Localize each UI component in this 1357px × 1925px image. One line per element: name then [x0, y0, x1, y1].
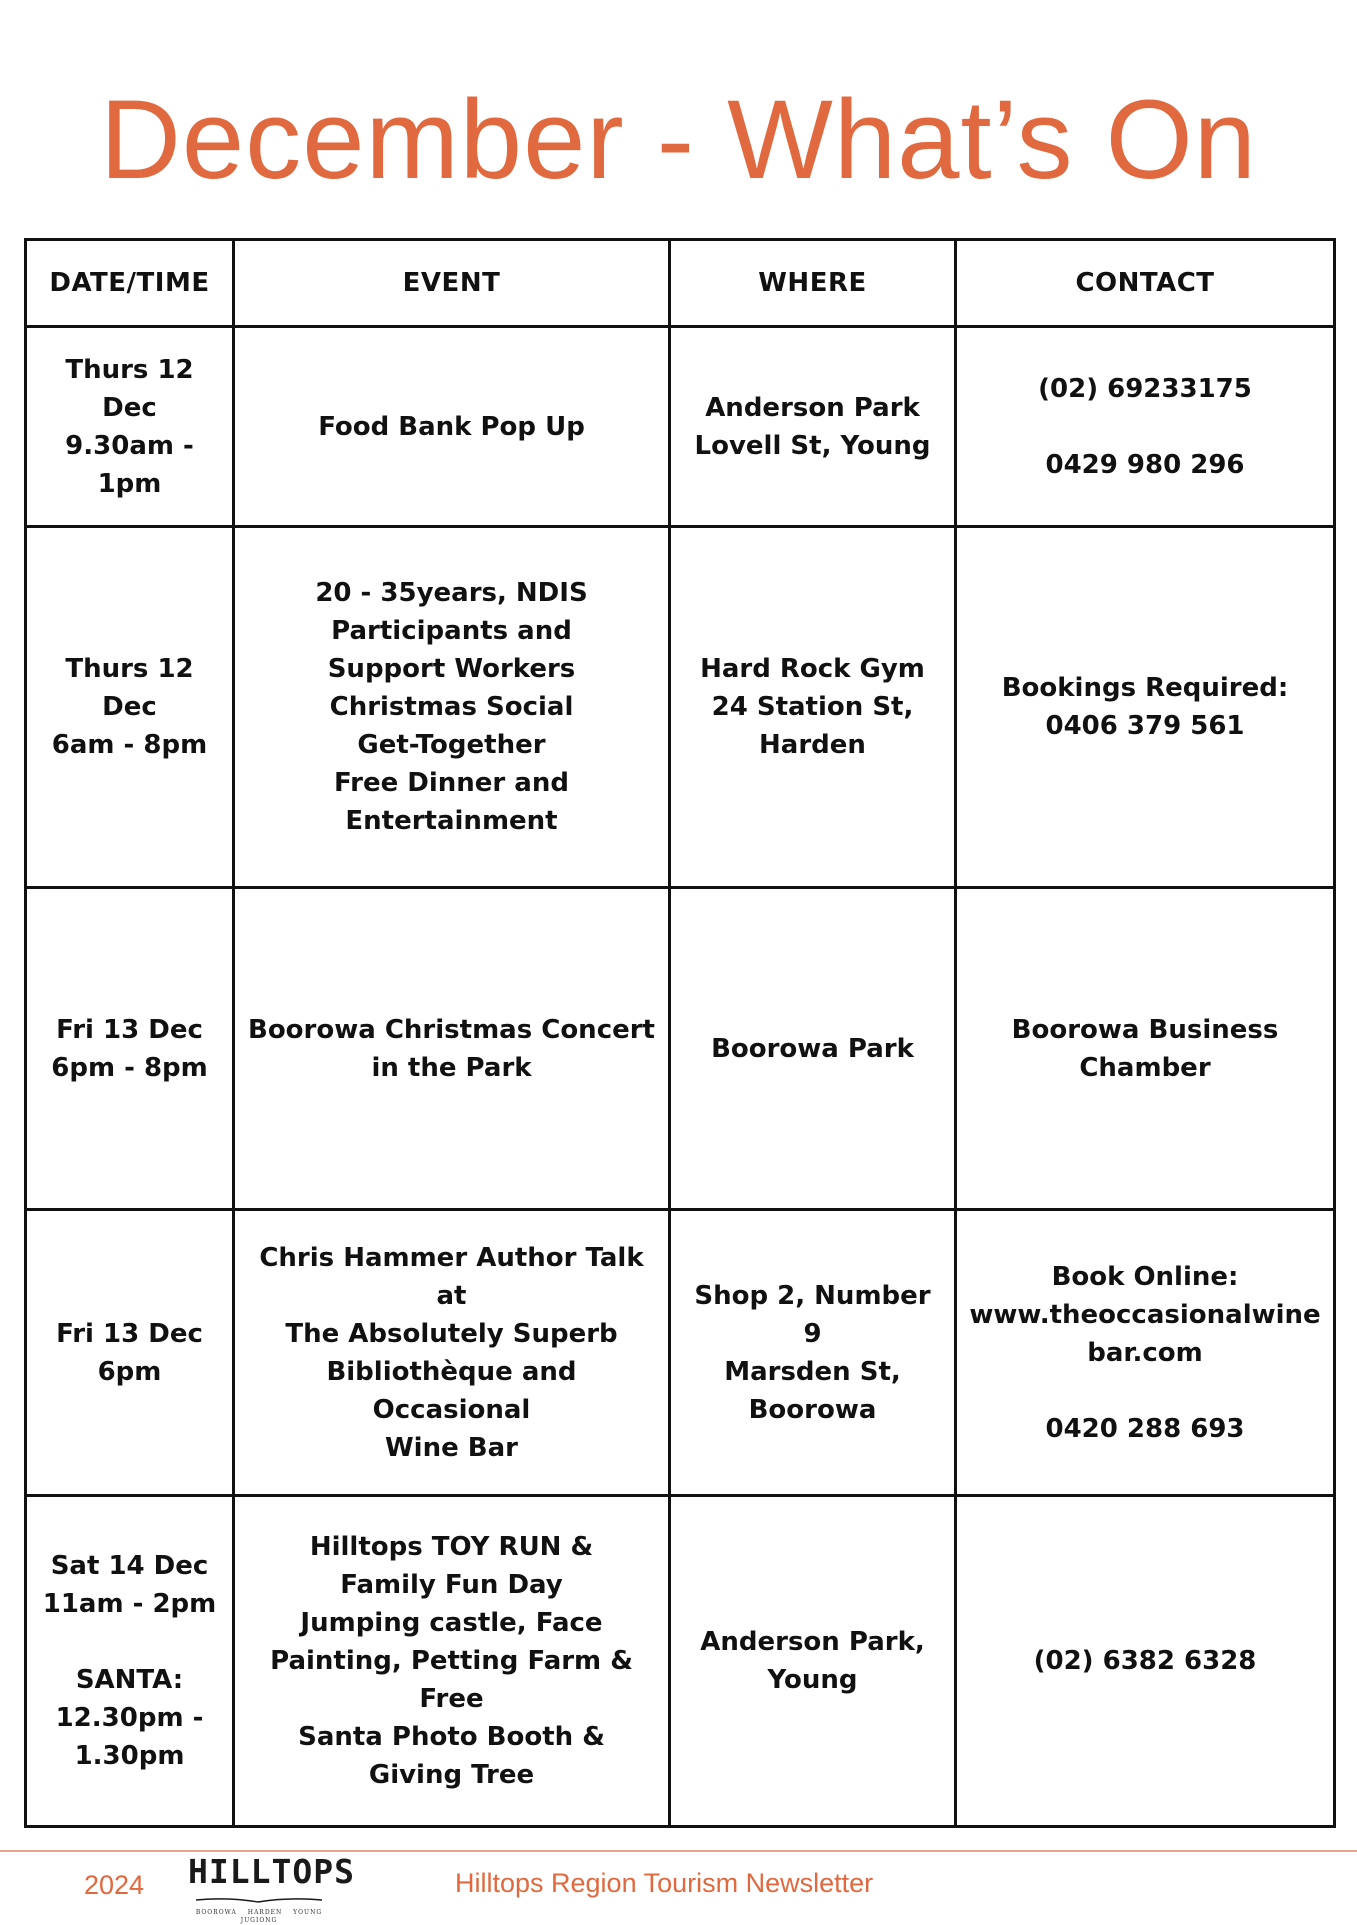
event-cell: 20 - 35years, NDIS Participants and Support Workers Christmas Social Get-Together Free Dinner and Entertainment [234, 527, 670, 888]
page-title: December - What’s On [100, 77, 1257, 202]
contact-cell: (02) 6382 6328 [956, 1496, 1335, 1827]
date-cell: Fri 13 Dec 6pm - 8pm [26, 888, 234, 1210]
hilltops-logo [188, 1852, 355, 1925]
where-cell: Boorowa Park [670, 888, 956, 1210]
brand-towns: BOOROWA HARDEN YOUNG JUGIONG [195, 1909, 323, 1924]
event-cell: Hilltops TOY RUN & Family Fun Day Jumping castle, Face Painting, Petting Farm & Free Santa Photo Booth & Giving Tree [234, 1496, 670, 1827]
date-cell: Fri 13 Dec 6pm [26, 1210, 234, 1496]
date-cell: Thurs 12 Dec 9.30am - 1pm [26, 327, 234, 527]
date-cell: Thurs 12 Dec 6am - 8pm [26, 527, 234, 888]
header-where: WHERE [670, 240, 956, 327]
table-row [26, 1210, 1335, 1496]
event-cell: Food Bank Pop Up [234, 327, 670, 527]
where-cell: Anderson Park, Young [670, 1496, 956, 1827]
table-row [26, 527, 1335, 888]
contact-cell: Boorowa Business Chamber [956, 888, 1335, 1210]
header-contact: CONTACT [956, 240, 1335, 327]
header-event: EVENT [234, 240, 670, 327]
contact-cell: (02) 69233175 0429 980 296 [956, 327, 1335, 527]
footer-year: 2024 [84, 1870, 145, 1900]
logo-underline-icon [188, 1896, 330, 1905]
table-row [26, 1496, 1335, 1827]
where-cell: Shop 2, Number 9 Marsden St, Boorowa [670, 1210, 956, 1496]
header-date-time: DATE/TIME [26, 240, 234, 327]
contact-cell: Bookings Required: 0406 379 561 [956, 527, 1335, 888]
contact-cell: Book Online: www.theoccasionalwine bar.com 0420 288 693 [956, 1210, 1335, 1496]
brand-name: HILLTOPS [188, 1852, 355, 1891]
table-header-row [26, 240, 1335, 327]
table-row [26, 327, 1335, 527]
newsletter-title: Hilltops Region Tourism Newsletter [455, 1868, 874, 1898]
where-cell: Hard Rock Gym 24 Station St, Harden [670, 527, 956, 888]
event-cell: Chris Hammer Author Talk at The Absolutely Superb Bibliothèque and Occasional Wine Bar [234, 1210, 670, 1496]
where-cell: Anderson Park Lovell St, Young [670, 327, 956, 527]
events-table [24, 238, 1336, 1828]
table-row [26, 888, 1335, 1210]
date-cell: Sat 14 Dec 11am - 2pm SANTA: 12.30pm - 1.30pm [26, 1496, 234, 1827]
event-cell: Boorowa Christmas Concert in the Park [234, 888, 670, 1210]
